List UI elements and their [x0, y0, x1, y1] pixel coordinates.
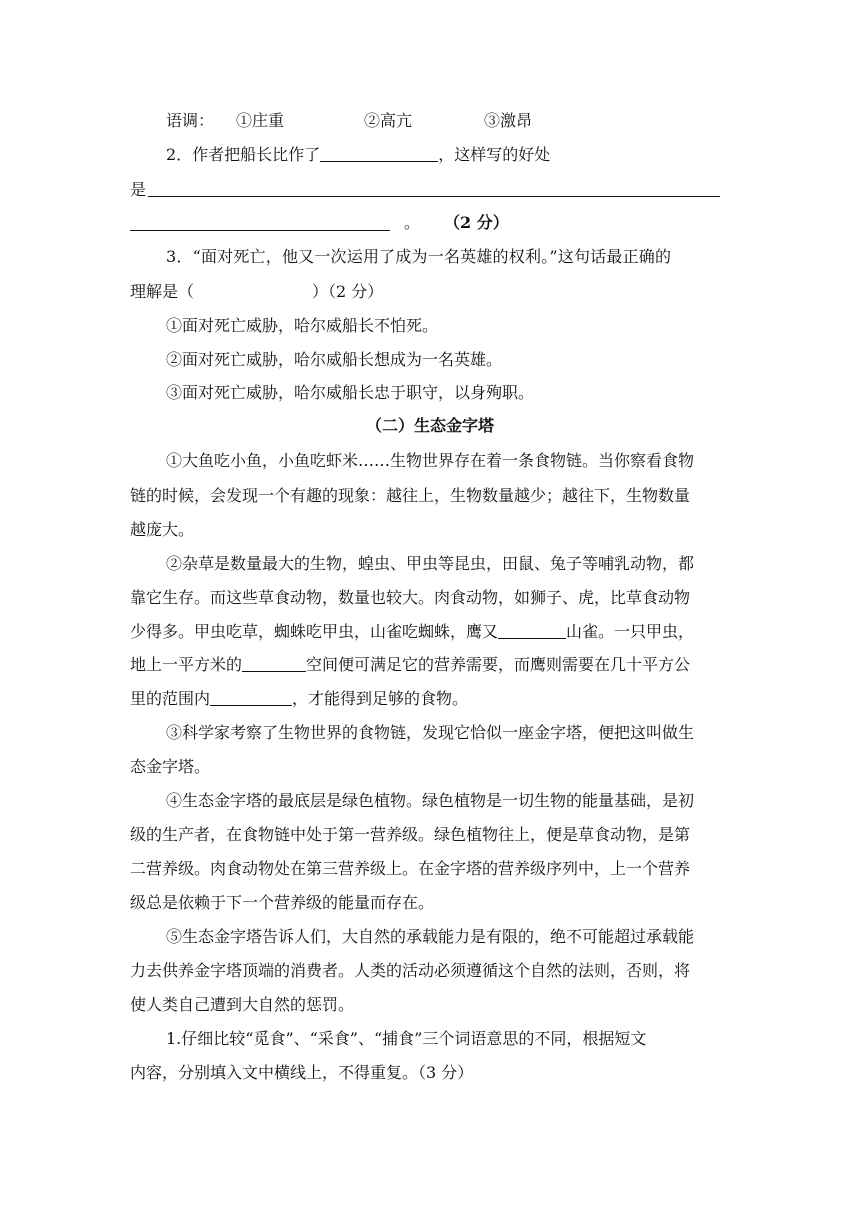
fill-blank-2[interactable] — [242, 655, 306, 672]
question-3-option-1: ①面对死亡威胁，哈尔威船长不怕死。 — [166, 316, 439, 335]
question-3-option-3: ③面对死亡威胁，哈尔威船长忠于职守，以身殉职。 — [166, 383, 535, 402]
question-3-line-2 — [130, 282, 383, 302]
question-3-end: ）（2 分） — [312, 282, 384, 301]
answer-line[interactable] — [130, 230, 390, 231]
tone-options-line — [166, 111, 533, 131]
paragraph-4-line: 级总是依赖于下一个营养级的能量而存在。 — [130, 893, 435, 912]
tone-label: 语调： — [166, 111, 215, 130]
paragraph-3-line: ③科学家考察了生物世界的食物链，发现它恰似一座金字塔，便把这叫做生 — [166, 723, 695, 742]
paragraph-2-line — [130, 622, 694, 642]
question-3-line-1: 3．“面对死亡，他又一次运用了成为一名英雄的权利。”这句话最正确的 — [166, 247, 672, 266]
answer-line[interactable] — [148, 196, 720, 197]
paragraph-3-line: 态金字塔。 — [130, 757, 211, 776]
paragraph-5-line: ⑤生态金字塔告诉人们，大自然的承载能力是有限的，绝不可能超过承载能 — [166, 927, 695, 946]
question-2-end: 。 — [404, 213, 421, 232]
question-3-option-2: ②面对死亡威胁，哈尔威船长想成为一名英雄。 — [166, 350, 503, 369]
paragraph-2-text: 里的范围内 — [130, 689, 211, 708]
tone-option-3: ③激昂 — [484, 111, 533, 130]
fill-blank-1[interactable] — [498, 622, 566, 639]
question-2-is: 是 — [130, 180, 147, 199]
paragraph-2-line — [130, 689, 468, 709]
question-3-start: 理解是（ — [130, 282, 195, 301]
tone-option-1: ①庄重 — [236, 111, 285, 130]
paragraph-1-line: 越庞大。 — [130, 520, 195, 539]
fill-blank-3[interactable] — [210, 689, 292, 706]
paragraph-5-line: 力去供养金字塔顶端的消费者。人类的活动必须遵循这个自然的法则，否则，将 — [130, 961, 691, 980]
paragraph-4-line: ④生态金字塔的最底层是绿色植物。绿色植物是一切生物的能量基础，是初 — [166, 791, 695, 810]
paragraph-2-text: 地上一平方米的 — [130, 655, 243, 674]
question-2-suffix: ，这样写的好处 — [438, 145, 551, 164]
paragraph-1-line: 链的时候，会发现一个有趣的现象：越往上，生物数量越少；越往下，生物数量 — [130, 486, 691, 505]
paragraph-4-line: 二营养级。肉食动物处在第三营养级上。在金字塔的营养级序列中，上一个营养 — [130, 859, 691, 878]
question-1-line: 内容，分别填入文中横线上，不得重复。（3 分） — [130, 1063, 474, 1082]
paragraph-2-text: 少得多。甲虫吃草，蜘蛛吃甲虫，山雀吃蜘蛛，鹰又 — [130, 622, 499, 641]
paragraph-2-text: 空间便可满足它的营养需要，而鹰则需要在几十平方公 — [306, 655, 691, 674]
paragraph-5-line: 使人类自己遭到大自然的惩罚。 — [130, 995, 355, 1014]
paragraph-2-line: 靠它生存。而这些草食动物，数量也较大。肉食动物，如狮子、虎，比草食动物 — [130, 588, 691, 607]
paragraph-2-text: ，才能得到足够的食物。 — [292, 689, 469, 708]
question-2-line — [166, 145, 550, 165]
paragraph-1-line: ①大鱼吃小鱼，小鱼吃虾米……生物世界存在着一条食物链。当你察看食物 — [166, 451, 695, 470]
paragraph-2-line: ②杂草是数量最大的生物，蝗虫、甲虫等昆虫，田鼠、兔子等哺乳动物，都 — [166, 554, 695, 573]
tone-option-2: ②高亢 — [364, 111, 413, 130]
question-2-score: （2 分） — [444, 213, 509, 232]
paragraph-4-line: 级的生产者，在食物链中处于第一营养级。绿色植物往上，便是草食动物，是第 — [130, 825, 691, 844]
paragraph-2-line — [130, 655, 690, 675]
question-1-line: 1.仔细比较“觅食”、“采食”、“捕食”三个词语意思的不同，根据短文 — [166, 1029, 647, 1048]
question-2-prefix: 2．作者把船长比作了 — [166, 145, 321, 164]
section-title: （二）生态金字塔 — [365, 416, 494, 435]
paragraph-2-text: 山雀。一只甲虫， — [566, 622, 695, 641]
answer-blank[interactable] — [320, 145, 438, 162]
